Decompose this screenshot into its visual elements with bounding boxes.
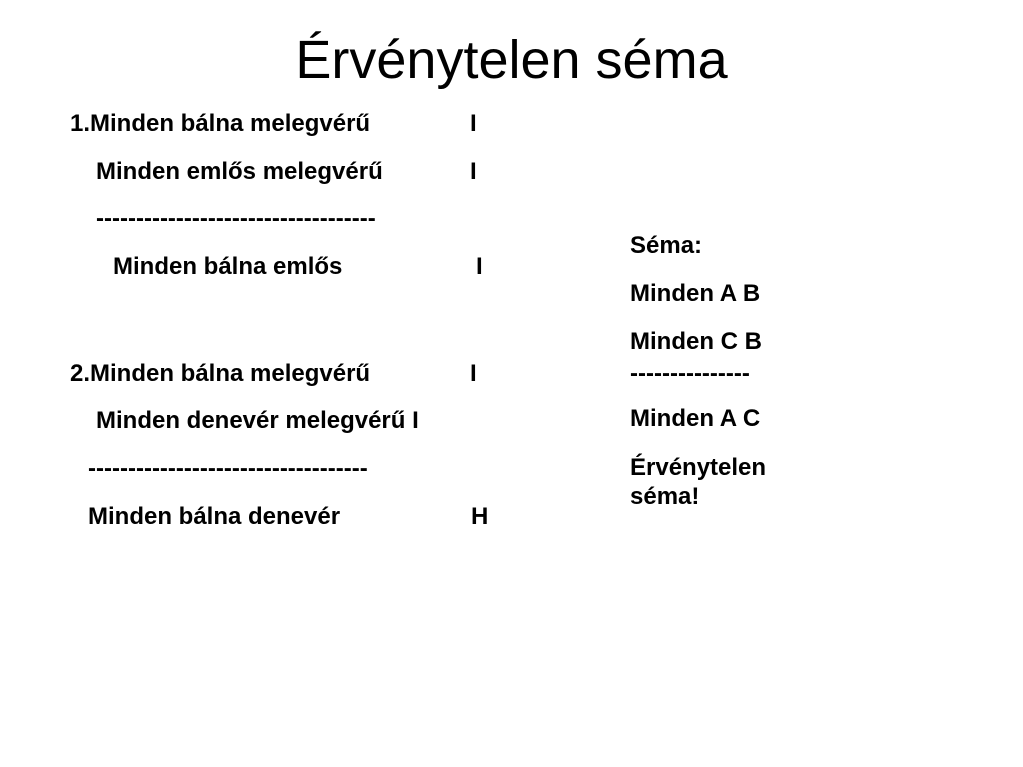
syllogism2-conclusion-value: H (471, 503, 489, 530)
syllogism2-premise1: 2.Minden bálna melegvérű (70, 360, 371, 387)
syllogism1-premise1: 1.Minden bálna melegvérű (70, 110, 371, 137)
syllogism1-premise1-value: I (470, 110, 477, 137)
syllogism2-premise1-value: I (470, 360, 477, 387)
slide-title: Érvénytelen séma (295, 30, 728, 90)
syllogism1-conclusion: Minden bálna emlős (113, 253, 343, 280)
syllogism2-conclusion: Minden bálna denevér (88, 503, 341, 530)
syllogism2-premise2: Minden denevér melegvérű I (96, 407, 419, 434)
scheme-conclusion: Minden A C (630, 405, 761, 432)
scheme-separator: --------------- (630, 360, 750, 387)
syllogism2-separator: ----------------------------------- (88, 455, 368, 482)
scheme-line2: Minden C B (630, 328, 762, 355)
scheme-line1: Minden A B (630, 280, 761, 307)
syllogism1-premise2-value: I (470, 158, 477, 185)
syllogism1-separator: ----------------------------------- (96, 205, 376, 232)
scheme-verdict-line1: Érvénytelen (630, 454, 767, 481)
syllogism1-conclusion-value: I (476, 253, 483, 280)
syllogism1-premise2: Minden emlős melegvérű (96, 158, 383, 185)
scheme-verdict-line2: séma! (630, 483, 700, 510)
scheme-heading: Séma: (630, 232, 703, 259)
